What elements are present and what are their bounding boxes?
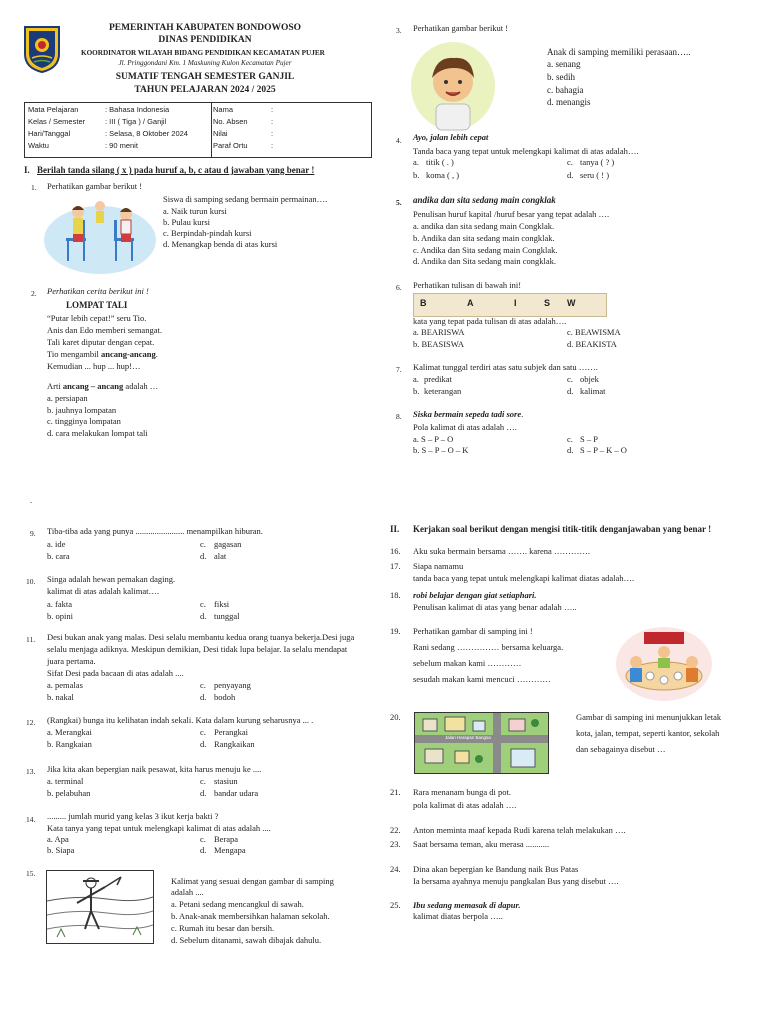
q15-stem-2: adalah .... [171,887,204,897]
q10-number: 10. [26,577,36,586]
q15-option-a[interactable]: a. Petani sedang mencangkul di sawah. [171,899,304,909]
q4-option-b-letter: b. [413,170,420,180]
q23-text[interactable]: Saat bersama teman, aku merasa ........... [413,839,550,849]
q9-number: 9. [30,529,36,538]
q9-option-c[interactable]: gagasan [214,539,242,549]
q7-option-d-letter: d. [567,386,574,396]
q7-stem: Kalimat tunggal terdiri atas satu subjek dan satu ……. [413,362,598,372]
absence-number-colon[interactable]: : [271,117,274,126]
q25-question[interactable]: kalimat diatas berpola ….. [413,911,503,921]
q2-option-d[interactable]: d. cara melakukan lompat tali [47,428,148,438]
q16-text[interactable]: Aku suka bermain bersama ……. karena …………. [413,546,591,556]
q4-option-a-letter: a. [413,157,419,167]
q21-question[interactable]: pola kalimat di atas adalah …. [413,800,517,810]
q2-number: 2. [31,289,37,298]
q11-passage-2: selalu menjaga adiknya. Meskipun demikian, Desi tidak lupa belajar. Ia selalu mendapat [47,644,348,654]
q22-number: 22. [390,825,401,835]
q2-option-c[interactable]: c. tingginya lompatan [47,416,121,426]
q6-letter-1: B [420,298,427,308]
q4-option-b[interactable]: koma ( , ) [426,170,460,180]
q2-stem-end: adalah … [123,381,159,391]
q1-option-a[interactable]: a. Naik turun kursi [163,206,227,216]
q2-story-title: LOMPAT TALI [66,300,128,310]
stray-dot: . [30,495,33,505]
header-address: Jl. Pringgondani Km. 1 Maskuning Kulon Kecamatan Pujer [118,59,292,67]
q8-option-a[interactable]: a. S – P – O [413,434,454,444]
q20-number: 20. [390,712,401,722]
q2-stem [47,381,158,393]
q12-option-c-letter: c. [200,727,206,737]
q11-stem: Sifat Desi pada bacaan di atas adalah .... [47,668,184,678]
q2-stem-start: Arti [47,381,63,391]
student-info-box [24,102,372,158]
q3-option-d[interactable]: d. menangis [547,97,591,107]
q8-stem: Pola kalimat di atas adalah …. [413,422,517,432]
q1-option-c[interactable]: c. Berpindah-pindah kursi [163,228,252,238]
q2-story-line-4 [47,349,158,361]
q24-line-2[interactable]: Ia bersama ayahnya menuju pangkalan Bus yang disebut …. [413,876,619,886]
exam-title: SUMATIF TENGAH SEMESTER GANJIL [115,72,295,82]
q2-story-line-1: “Putar lebih cepat!” seru Tio. [47,313,147,323]
exam-year: TAHUN PELAJARAN 2024 / 2025 [134,85,276,95]
q25-sentence: Ibu sedang memasak di dapur. [413,900,521,910]
q7-number: 7. [396,365,402,374]
q11-passage-1: Desi bukan anak yang malas. Desi selalu membantu kedua orang tuanya bekerja.Desi juga [47,632,355,642]
q7-option-a[interactable]: predikat [424,374,452,384]
q20-line-3[interactable]: dan sebagainya disebut … [576,744,666,754]
q7-option-c[interactable]: objek [580,374,599,384]
q4-option-d-letter: d. [567,170,574,180]
q10-option-d-letter: d. [200,611,207,621]
q14-number: 14. [26,815,36,824]
q8-option-c-letter: c. [567,434,573,444]
q8-number: 8. [396,412,402,421]
q2-story-line-3: Tali karet diputar dengan cepat. [47,337,155,347]
q11-option-c-letter: c. [200,680,206,690]
q2-stem-keyword: ancang – ancang [62,381,124,391]
q2-story-line-5: Kemudian ... hup ... hup!… [47,361,141,371]
parent-signature-colon[interactable]: : [271,141,274,150]
q1-prompt: Perhatikan gambar berikut ! [47,181,143,191]
q10-option-c[interactable]: fiksi [214,599,230,609]
q11-option-a[interactable]: a. pemalas [47,680,83,690]
q12-number: 12. [26,718,36,727]
q6-letter-card [413,293,607,317]
q2-story-line-4-end: . [155,349,158,359]
q5-option-c[interactable]: c. Andika dan Sita sedang main Congklak. [413,245,558,255]
q1-option-d[interactable]: d. Menangkap benda di atas kursi [163,239,278,249]
q25-number: 25. [390,900,401,910]
q17-sentence: Siapa namamu [413,561,464,571]
q5-option-b[interactable]: b. Andika dan sita sedang main congklak. [413,233,555,243]
q10-stem-2: kalimat di atas adalah kalimat…. [47,586,160,596]
q12-option-d[interactable]: Rangkaikan [214,739,255,749]
q7-option-b[interactable]: keterangan [424,386,462,396]
q13-option-c[interactable]: stasiun [214,776,238,786]
q6-prompt: Perhatikan tulisan di bawah ini! [413,280,522,290]
q11-option-d[interactable]: bodoh [214,692,236,702]
q13-option-a[interactable]: a. terminal [47,776,84,786]
name-label: Nama [213,105,234,114]
q19-number: 19. [390,626,401,636]
q4-sentence: Ayo, jalan lebih cepat [413,132,489,142]
date-value: : Selasa, 8 Oktober 2024 [105,129,188,138]
q8-option-d[interactable]: S – P – K – O [580,445,627,455]
q18-sentence: robi belajar dengan giat setiaphari. [413,590,537,600]
q14-stem-2: Kata tanya yang tepat untuk melengkapi kalimat di atas adalah .... [47,823,271,833]
q13-number: 13. [26,767,36,776]
q5-option-d[interactable]: d. Andika dan Sita sedang main congklak. [413,256,557,266]
q4-option-c[interactable]: tanya ( ? ) [580,157,615,167]
q20-line-2: kota, jalan, tempat, seperti kantor, sekolah [576,728,720,738]
q19-prompt: Perhatikan gambar di samping ini ! [413,626,533,636]
q24-number: 24. [390,864,401,874]
q11-number: 11. [26,635,36,644]
q15-option-d[interactable]: d. Sebelum ditanami, sawah dibajak dahulu. [171,935,322,945]
q18-question[interactable]: Penulisan kalimat di atas yang benar adalah ….. [413,602,577,612]
q14-option-c-letter: c. [200,834,206,844]
q6-letter-4: S [544,298,551,308]
q13-option-b[interactable]: b. pelabuhan [47,788,91,798]
class-value: : III ( Tiga ) / Ganjil [105,117,167,126]
q20-map-street-label: Jalan Harapan Bangsa [445,735,491,740]
q11-option-b[interactable]: b. nakal [47,692,74,702]
q19-blank-3[interactable]: sesudah makan kami mencuci ………… [413,674,551,684]
q13-option-d[interactable]: bandar udara [214,788,259,798]
q12-stem: (Rangkai) bunga itu kelihatan indah sekali. Kata dalam kurung seharusnya ... . [47,715,314,725]
q20-map [414,712,549,774]
subject-value: : Bahasa Indonesia [105,105,170,114]
parent-signature-label: Paraf Ortu [213,141,248,150]
q15-stem-1: Kalimat yang sesuai dengan gambar di samping [171,876,334,886]
q6-option-d[interactable]: d. BEAKISTA [567,339,617,349]
q5-sentence: andika dan sita sedang main congklak [413,195,556,205]
q11-option-d-letter: d. [200,692,207,702]
q24-line-1: Dina akan bepergian ke Bandung naik Bus Patas [413,864,579,874]
q10-option-a[interactable]: a. fakta [47,599,73,609]
q9-option-d[interactable]: alat [214,551,227,561]
q2-option-a[interactable]: a. persiapan [47,393,88,403]
q2-story-keyword: ancang-ancang [101,349,156,359]
q6-option-c[interactable]: c. BEAWISMA [567,327,621,337]
q19-blank-2[interactable]: sebelum makan kami ………… [413,658,522,668]
q11-option-c[interactable]: penyayang [214,680,251,690]
q7-option-a-letter: a. [413,374,419,384]
q12-option-a[interactable]: a. Merangkai [47,727,92,737]
q1-option-b[interactable]: b. Pulau kursi [163,217,210,227]
q2-option-b[interactable]: b. jauhnya lompatan [47,405,117,415]
q5-stem: Penulisan huruf kapital /huruf besar yang tepat adalah …. [413,209,610,219]
q6-number: 6. [396,283,402,292]
q6-stem: kata yang tepat pada tulisan di atas adalah…. [413,316,567,326]
q10-option-b[interactable]: b. opini [47,611,73,621]
section-2-number: II. [390,524,400,534]
class-label: Kelas / Semester [28,117,86,126]
q2-story-line-4-start: Tio mengambil [47,349,101,359]
q1-stem: Siswa di samping sedang bermain permainan…. [163,194,328,204]
q9-option-b[interactable]: b. cara [47,551,70,561]
absence-number-label: No. Absen [213,117,248,126]
q15-option-b[interactable]: b. Anak-anak membersihkan halaman sekolah. [171,911,330,921]
q3-option-b[interactable]: b. sedih [547,72,575,82]
q17-question[interactable]: tanda baca yang tepat untuk melengkapi kalimat diatas adalah…. [413,573,635,583]
q6-letter-3: I [514,298,517,308]
section-1-title: Berilah tanda silang ( x ) pada huruf a, b, c atau d jawaban yang benar ! [37,165,315,175]
regency-logo [22,24,62,74]
q14-option-c[interactable]: Berapa [214,834,239,844]
q8-option-b[interactable]: b. S – P – O – K [413,445,469,455]
q5-option-a[interactable]: a. andika dan sita sedang main Congklak. [413,221,555,231]
q14-stem-1: ......... jumlah murid yang kelas 3 ikut kerja bakti ? [47,811,219,821]
q3-stem: Anak di samping memiliki perasaan….. [547,47,691,57]
q4-option-d[interactable]: seru ( ! ) [580,170,610,180]
q4-option-a[interactable]: titik ( . ) [426,157,454,167]
q8-sentence-period: . [521,409,524,419]
q9-option-d-letter: d. [200,551,207,561]
q4-stem: Tanda baca yang tepat untuk melengkapi kalimat di atas adalah…. [413,146,639,156]
q8-option-d-letter: d. [567,445,574,455]
time-label: Waktu [28,141,49,150]
q9-option-a[interactable]: a. ide [47,539,66,549]
q13-option-d-letter: d. [200,788,207,798]
q13-stem: Jika kita akan bepergian naik pesawat, kita harus menuju ke .... [47,764,262,774]
q19-image [614,624,714,702]
q12-option-c[interactable]: Perangkai [214,727,248,737]
q9-option-c-letter: c. [200,539,206,549]
q14-option-d[interactable]: Mengapa [214,845,246,855]
q7-option-b-letter: b. [413,386,420,396]
q10-stem-1: Singa adalah hewan pemakan daging. [47,574,176,584]
q19-blank-1[interactable]: Rani sedang …………… bersama keluarga. [413,642,564,652]
q3-option-a[interactable]: a. senang [547,59,581,69]
q7-option-d[interactable]: kalimat [580,386,606,396]
q21-number: 21. [390,787,401,797]
q23-number: 23. [390,839,401,849]
q6-letter-5: W [567,298,576,308]
date-label: Hari/Tanggal [28,129,71,138]
time-value: : 90 menit [105,141,138,150]
q15-number: 15. [26,869,36,878]
q14-option-a[interactable]: a. Apa [47,834,69,844]
q5-number: 5. [396,198,402,207]
q12-option-d-letter: d. [200,739,207,749]
q7-option-c-letter: c. [567,374,573,384]
q13-option-c-letter: c. [200,776,206,786]
name-colon[interactable]: : [271,105,274,114]
q8-sentence-text: Siska bermain sepeda tadi sore [413,409,522,419]
q15-image [46,870,154,944]
q18-number: 18. [390,590,401,600]
q8-option-c[interactable]: S – P [580,434,598,444]
q3-number: 3. [396,26,402,35]
header-line-3: KOORDINATOR WILAYAH BIDANG PENDIDIKAN KECAMATAN PUJER [81,49,325,57]
q6-letter-2: A [467,298,474,308]
subject-label: Mata Pelajaran [28,105,79,114]
header-line-2: DINAS PENDIDIKAN [158,35,252,45]
q1-number: 1. [31,183,37,192]
score-colon[interactable]: : [271,129,274,138]
q21-sentence: Rara menanam bunga di pot. [413,787,511,797]
q3-option-c[interactable]: c. bahagia [547,85,584,95]
q16-number: 16. [390,546,401,556]
q9-stem: Tiba-tiba ada yang punya ....................... menampilkan hiburan. [47,526,263,536]
section-2-title: Kerjakan soal berikut dengan mengisi titik-titik denganjawaban yang benar ! [413,524,712,534]
q20-line-1: Gambar di samping ini menunjukkan letak [576,712,722,722]
q2-story-line-2: Anis dan Edo memberi semangat. [47,325,162,335]
q3-image [410,38,496,132]
q3-prompt: Perhatikan gambar berikut ! [413,23,509,33]
q22-text[interactable]: Anton meminta maaf kepada Rudi karena telah melakukan …. [413,825,626,835]
q2-prompt: Perhatikan cerita berikut ini ! [47,286,149,296]
q15-option-c[interactable]: c. Rumah itu besar dan bersih. [171,923,275,933]
q10-option-c-letter: c. [200,599,206,609]
q6-option-b[interactable]: b. BEASISWA [413,339,465,349]
q1-image [42,198,158,276]
section-1-number: I. [24,165,30,175]
q17-number: 17. [390,561,401,571]
q4-option-c-letter: c. [567,157,573,167]
score-label: Nilai [213,129,228,138]
q8-sentence [413,409,523,421]
q6-option-a[interactable]: a. BEARISWA [413,327,465,337]
q14-option-b[interactable]: b. Siapa [47,845,75,855]
q14-option-d-letter: d. [200,845,207,855]
header-line-1: PEMERINTAH KABUPATEN BONDOWOSO [108,23,302,33]
q4-number: 4. [396,136,402,145]
q12-option-b[interactable]: b. Rangkaian [47,739,92,749]
q11-passage-3: juara pertama. [47,656,96,666]
q10-option-d[interactable]: tunggal [214,611,240,621]
